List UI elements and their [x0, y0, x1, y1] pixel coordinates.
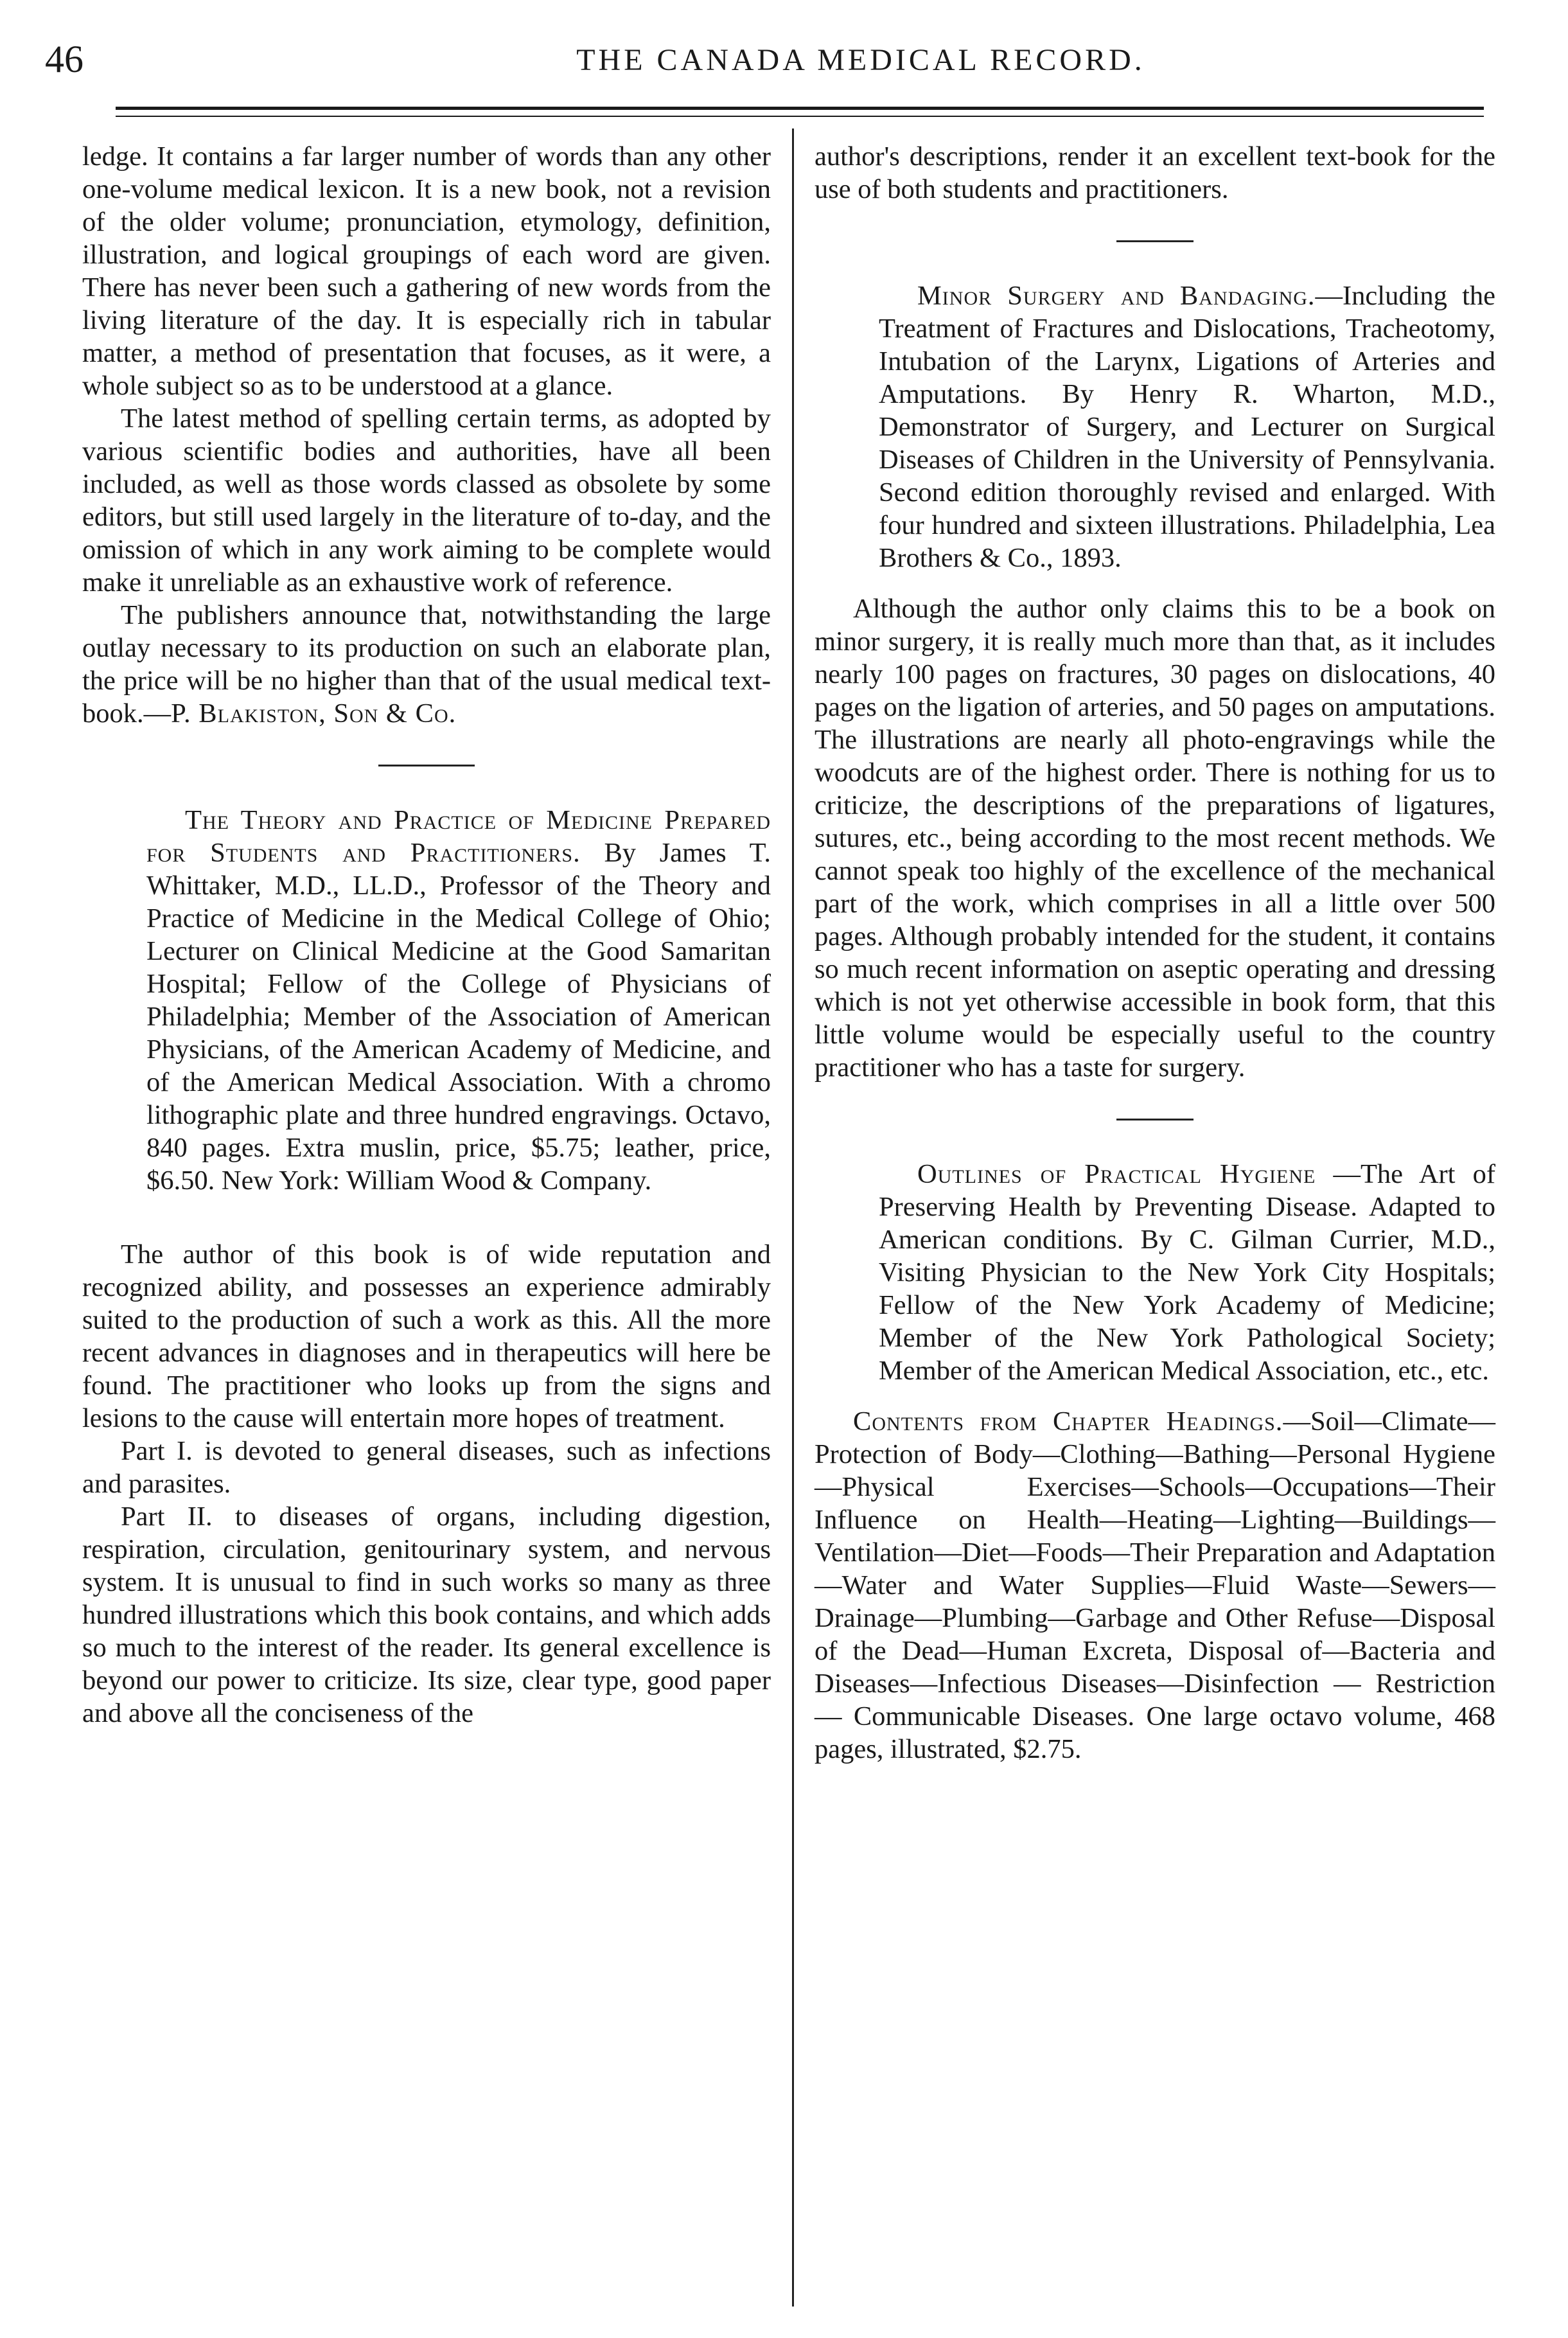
paragraph: ledge. It contains a far larger number of words than any other one-volume medical lexicon. It is a new book, not a revision of the older volume; pronunciation, etymology, definition, illustration, and logical groupings of each word are given. There has never been such a gathering of new words from the living literature of the day. It is especially rich in tabular matter, a method of presentation that focuses, as it were, a whole subject so as to be understood at a glance.	[82, 141, 771, 401]
header-rule-thin	[116, 116, 1484, 117]
review-title: The Theory and Practice of Medicine Prepared for Students and Practitioners.	[146, 805, 771, 868]
section-separator	[1116, 240, 1194, 242]
column-divider	[792, 128, 794, 2307]
review-citation: By James T. Whittaker, M.D., LL.D., Professor of the Theory and Practice of Medicine in the Medical College of Ohio; Lecturer on Clinical Medicine at the Good Samaritan Hospital; Fellow of the College of Physicians of Philadelphia; Member of the Association of American Physicians, of the American Academy of Medicine, and of the American Medical Association. With a chromo lithographic plate and three hundred engravings. Octavo, 840 pages. Extra muslin, price, $5.75; leather, price, $6.50. New York: William Wood & Company.	[146, 838, 771, 1196]
spacer	[815, 1387, 1495, 1405]
paragraph: author's descriptions, render it an excellent text-book for the use of both students and practitioners.	[815, 141, 1495, 204]
review-heading	[815, 1158, 1495, 1387]
paragraph	[82, 599, 771, 730]
review-heading	[815, 279, 1495, 574]
journal-title: THE CANADA MEDICAL RECORD.	[576, 43, 1145, 77]
contents-label: Contents from Chapter Headings.	[853, 1406, 1283, 1437]
review-title: Minor Surgery and Bandaging.	[917, 281, 1316, 311]
contents-text: —Soil—Climate—Protection of Body—Clothing—Bathing—Personal Hygiene—Physical Exercises—Schools—Occupations—Their Influence on Health—Heating—Lighting—Buildings—Ventilation—Diet—Foods—Their Preparation and Adaptation—Water and Water Supplies—Fluid Waste—Sewers—Drainage—Plumbing—Garbage and Other Refuse—Disposal of the Dead—Human Excreta, Disposal of—Bacteria and Diseases—Infectious Diseases—Disinfection — Restriction — Communicable Diseases. One large octavo volume, 468 pages, illustrated, $2.75.	[815, 1406, 1495, 1764]
paragraph-text: The publishers announce that, notwithstanding the large outlay necessary to its production on such an elaborate plan, the price will be no higher than that of the usual medical text-book.—	[82, 600, 771, 729]
paragraph: The author of this book is of wide reputation and recognized ability, and possesses an experience admirably suited to the production of such a work as this. All the more recent advances in diagnoses and in therapeutics will here be found. The practitioner who looks up from the signs and lesions to the cause will entertain more hopes of treatment.	[82, 1239, 771, 1433]
left-column	[82, 140, 771, 1730]
paragraph: Part II. to diseases of organs, including digestion, respiration, circulation, genitourinary system, and nervous system. It is unusual to find in such works so many as three hundred illustrations which this book contains, and which adds so much to the interest of the reader. Its general excellence is beyond our power to criticize. Its size, clear type, good paper and above all the conciseness of the	[82, 1501, 771, 1728]
review-title: Outlines of Practical Hygiene	[917, 1159, 1316, 1189]
review-citation: —The Art of Preserving Health by Preventing Disease. Adapted to American conditions. By C. Gilman Currier, M.D., Visiting Physician to the New York City Hospitals; Fellow of the New York Academy of Medicine; Member of the New York Pathological Society; Member of the American Medical Association, etc., etc.	[879, 1159, 1495, 1386]
section-separator	[1116, 1119, 1194, 1120]
paragraph: Part I. is devoted to general diseases, such as infections and parasites.	[82, 1436, 771, 1499]
paragraph: Although the author only claims this to be a book on minor surgery, it is really much more than that, as it includes nearly 100 pages on fractures, 30 pages on dislocations, 40 pages on the ligation of arteries, and 50 pages on amputations. The illustrations are nearly all photo-engravings while the woodcuts are of the highest order. There is nothing for us to criticize, the descriptions of the preparations of ligatures, sutures, etc., being according to the most recent methods. We cannot speak too highly of the excellence of the mechanical part of the work, which comprises in all a little over 500 pages. Although probably intended for the student, it contains so much recent information on aseptic operating and dressing which is not yet otherwise accessible in book form, that this little volume would be especially useful to the country practitioner who has a taste for surgery.	[815, 594, 1495, 1083]
paragraph	[815, 1405, 1495, 1766]
spacer	[82, 1197, 771, 1238]
section-separator	[378, 765, 475, 766]
review-citation: —Including the Treatment of Fractures and Dislocations, Tracheotomy, Intubation of the Larynx, Ligations of Arteries and Amputations. By Henry R. Wharton, M.D., Demonstrator of Surgery, and Lecturer on Surgical Diseases of Children in the University of Pennsylvania. Second edition thoroughly revised and enlarged. With four hundred and sixteen illustrations. Philadelphia, Lea Brothers & Co., 1893.	[879, 281, 1495, 573]
paragraph: The latest method of spelling certain terms, as adopted by various scientific bodies and authorities, have all been included, as well as those words classed as obsolete by some editors, but still used largely in the literature of to-day, and the omission of which in any work aiming to be complete would make it unreliable as an exhaustive work of reference.	[82, 403, 771, 598]
header-rule-thick	[116, 107, 1484, 110]
page-number: 46	[45, 38, 84, 80]
page-header	[0, 0, 1568, 135]
right-column	[815, 140, 1495, 1766]
review-heading	[82, 804, 771, 1197]
spacer	[815, 574, 1495, 592]
publisher-name: P. Blakiston, Son & Co.	[171, 698, 457, 729]
